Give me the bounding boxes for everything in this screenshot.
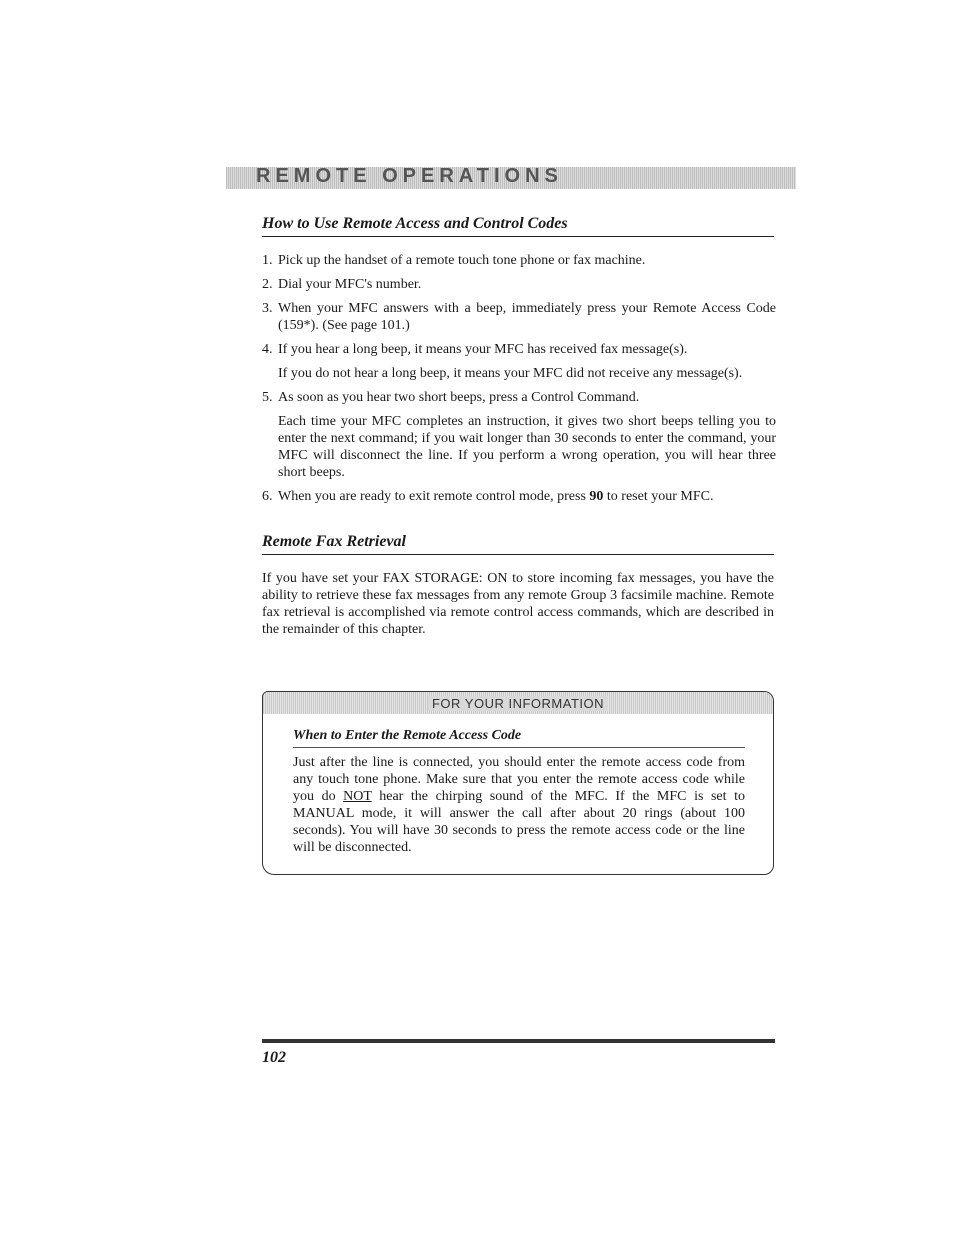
info-box-text xyxy=(293,754,745,856)
step-item xyxy=(262,389,776,481)
chapter-header-text: REMOTE OPERATIONS xyxy=(256,165,563,187)
remote-fax-retrieval-text: If you have set your FAX STORAGE: ON to store incoming fax messages, you have the ability to retrieve these fax messages from any remote Group 3 facsimile machine. Remote fax retrieval is accomplished via remote control access commands, which are described in the remainder of this chapter. xyxy=(262,571,774,637)
step-number: 5. xyxy=(262,390,273,405)
step-text: Pick up the handset of a remote touch tone phone or fax machine. xyxy=(278,253,646,268)
section-title-remote-access: How to Use Remote Access and Control Codes xyxy=(262,215,774,237)
step-note: Each time your MFC completes an instruction, it gives two short beeps telling you to enter the next command; if you wait longer than 30 seconds to enter the command, your MFC will disconnect the line. If you perform a wrong operation, you will hear three short beeps. xyxy=(278,414,776,480)
chapter-header-band xyxy=(226,167,796,189)
page-number: 102 xyxy=(262,1049,286,1066)
step-text-part: When you are ready to exit remote control mode, press xyxy=(278,489,590,504)
step-item xyxy=(262,488,776,505)
step-text xyxy=(278,488,776,505)
step-item xyxy=(262,341,776,382)
step-number: 4. xyxy=(262,342,273,357)
step-text: As soon as you hear two short beeps, press a Control Command. xyxy=(278,390,640,405)
step-number: 6. xyxy=(262,489,273,504)
step-item xyxy=(262,276,776,293)
step-number: 3. xyxy=(262,301,273,316)
step-number: 2. xyxy=(262,277,273,292)
info-box xyxy=(262,691,774,875)
step-text: Dial your MFC's number. xyxy=(278,277,422,292)
info-text-part: Just after the line is connected, you should enter the remote access code from any touch tone phone. Make sure that you enter the remote access code while you do xyxy=(293,755,745,804)
step-item xyxy=(262,252,776,269)
step-text: If you hear a long beep, it means your MFC has received fax message(s). xyxy=(278,342,688,357)
info-box-header xyxy=(263,692,773,714)
step-number: 1. xyxy=(262,253,273,268)
step-note: If you do not hear a long beep, it means your MFC did not receive any message(s). xyxy=(278,366,743,381)
info-text-emphasis: NOT xyxy=(343,789,372,804)
steps-list xyxy=(262,252,776,512)
step-text: When your MFC answers with a beep, immediately press your Remote Access Code (159*). (See page 101.) xyxy=(278,301,776,333)
footer-rule xyxy=(262,1039,775,1043)
reset-code: 90 xyxy=(589,489,604,504)
step-text-part: to reset your MFC. xyxy=(603,489,714,504)
info-box-header-label: FOR YOUR INFORMATION xyxy=(428,696,608,711)
step-item xyxy=(262,300,776,334)
section-title-remote-fax-retrieval: Remote Fax Retrieval xyxy=(262,533,774,555)
info-text-part: hear the chirping sound of the MFC. If the MFC is set to MANUAL mode, it will answer the call after about 20 rings (about 100 seconds). You will have 30 seconds to press the remote access code or the line will be disconnected. xyxy=(293,789,745,855)
info-box-title: When to Enter the Remote Access Code xyxy=(293,728,745,748)
